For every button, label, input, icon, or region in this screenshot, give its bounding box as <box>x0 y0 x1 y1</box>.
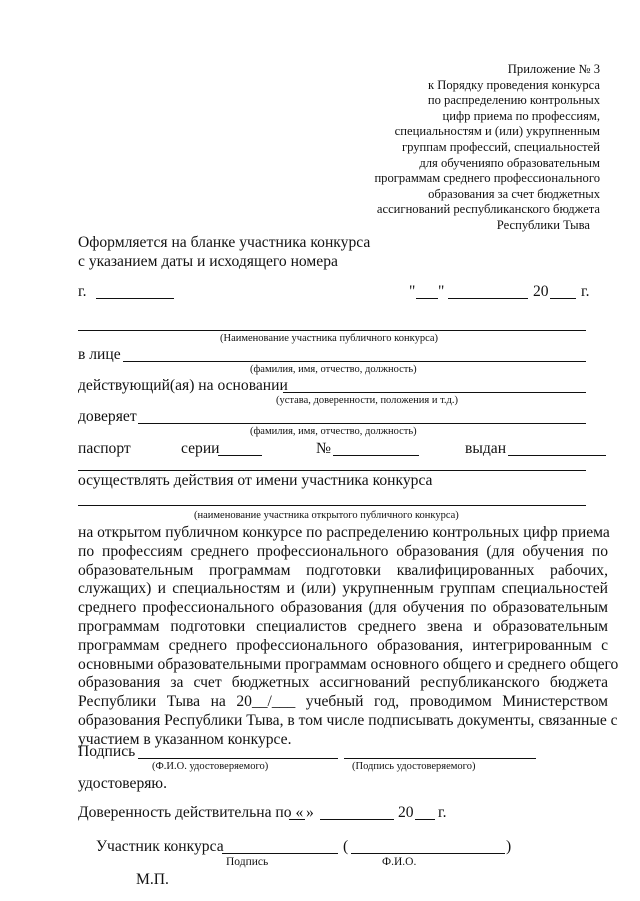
appendix-header <box>374 62 600 234</box>
appendix-line: цифр приема по профессиям, <box>442 108 600 123</box>
date-quote-close: " <box>438 283 445 300</box>
date-year-prefix: 20 <box>533 283 549 300</box>
acting-basis-field[interactable] <box>283 392 586 393</box>
basis-caption: (устава, доверенности, положения и т.д.) <box>276 395 459 406</box>
certify-label: удостоверяю. <box>78 775 167 792</box>
body-line: образования за счет бюджетных ассигнований республиканского бюджета <box>78 674 608 692</box>
issued-label: выдан <box>465 440 507 457</box>
seal-label: М.П. <box>136 871 169 888</box>
body-line: основными образовательными программам основного общего и среднего общего <box>78 655 619 673</box>
city-label: г. <box>78 283 87 300</box>
valid-month-field[interactable] <box>320 819 394 820</box>
appendix-line: группам профессий, специальностей <box>401 139 600 154</box>
signer-name-caption: (Ф.И.О. удостоверяемого) <box>152 761 269 772</box>
signature-label: Подпись <box>78 743 136 760</box>
appendix-line: для обученияпо образовательным <box>419 155 600 170</box>
signer-signature-field[interactable] <box>344 758 536 759</box>
appendix-line: по распределению контрольных <box>427 93 600 108</box>
paren-open: ( <box>343 838 349 855</box>
paren-close: ) <box>506 838 512 855</box>
body-line: образования Республики Тыва, в том числе подписывать документы, связанные с <box>78 711 618 729</box>
date-day-field[interactable] <box>416 298 438 299</box>
acting-basis-label: действующий(ая) на основании <box>78 377 288 394</box>
city-field[interactable] <box>96 298 174 299</box>
valid-day-field[interactable] <box>289 819 305 820</box>
appendix-line: специальностям и (или) укрупненным <box>394 124 600 139</box>
passport-issued-field-2[interactable] <box>78 470 586 471</box>
open-participant-caption: (наименование участника открытого публичного конкурса) <box>194 510 459 521</box>
person-caption-2: (фамилия, имя, отчество, должность) <box>250 426 417 437</box>
appendix-line: программам среднего профессионального <box>374 171 600 186</box>
note-line-1: Оформляется на бланке участника конкурса <box>78 234 371 251</box>
body-line: участием в указанном конкурсе. <box>78 730 292 748</box>
body-line: программам среднего профессионального образования, интегрированным с <box>78 636 608 654</box>
appendix-line: Республики Тыва <box>496 217 590 232</box>
participant-caption: (Наименование участника публичного конкурса) <box>220 333 439 344</box>
body-line: по профессиям среднего профессионального образования (для обучения по <box>78 542 608 560</box>
appendix-line: ассигнований республиканского бюджета <box>376 202 600 217</box>
signer-name-field[interactable] <box>138 758 338 759</box>
open-participant-field[interactable] <box>78 505 586 506</box>
passport-issued-field[interactable] <box>508 455 606 456</box>
date-month-field[interactable] <box>448 298 528 299</box>
date-year-field[interactable] <box>550 298 576 299</box>
in-person-field[interactable] <box>123 361 586 362</box>
passport-number-field[interactable] <box>333 455 419 456</box>
participant-name-field[interactable] <box>78 330 586 331</box>
valid-mid: » <box>306 804 314 821</box>
valid-year-field[interactable] <box>415 819 435 820</box>
number-label: № <box>316 440 331 457</box>
body-line: среднего профессионального образования (для обучения по образовательным <box>78 599 608 617</box>
valid-until-label: Доверенность действительна по « <box>78 804 304 821</box>
valid-year-prefix: 20 <box>398 804 414 821</box>
body-line: служащих) и специальностям и (или) укрупненным группам специальностей <box>78 580 608 598</box>
valid-suffix: г. <box>438 804 447 821</box>
body-line: на открытом публичном конкурсе по распределению контрольных цифр приема <box>78 524 610 541</box>
participant-fullname-field[interactable] <box>351 853 505 854</box>
series-label: серии <box>181 440 220 457</box>
passport-label: паспорт <box>78 440 131 457</box>
body-paragraph <box>78 524 619 750</box>
appendix-line: образования за счет бюджетных <box>428 186 600 201</box>
signature-caption: Подпись <box>226 856 269 868</box>
participant-signature-field[interactable] <box>222 853 338 854</box>
in-person-label: в лице <box>78 346 121 363</box>
fullname-caption: Ф.И.О. <box>382 856 417 868</box>
signer-signature-caption: (Подпись удостоверяемого) <box>352 761 476 772</box>
entrusts-label: доверяет <box>78 408 137 425</box>
note-line-2: с указанием даты и исходящего номера <box>78 253 338 270</box>
date-suffix: г. <box>581 283 590 300</box>
appendix-line: к Порядку проведения конкурса <box>428 77 600 92</box>
passport-series-field[interactable] <box>218 455 262 456</box>
body-line: программам подготовки специалистов среднего звена и образовательным <box>78 617 608 635</box>
body-line: Республики Тыва на 20__/___ учебный год, проводимом Министерством <box>78 693 608 711</box>
contest-participant-label: Участник конкурса <box>96 838 224 855</box>
act-on-behalf-label: осуществлять действия от имени участника конкурса <box>78 472 433 489</box>
body-line: образовательным программам подготовки квалифицированных рабочих, <box>78 561 608 579</box>
entrusts-field[interactable] <box>138 423 586 424</box>
person-caption-1: (фамилия, имя, отчество, должность) <box>250 364 417 375</box>
date-quote-open: " <box>409 283 416 300</box>
appendix-line: Приложение № 3 <box>507 62 600 76</box>
